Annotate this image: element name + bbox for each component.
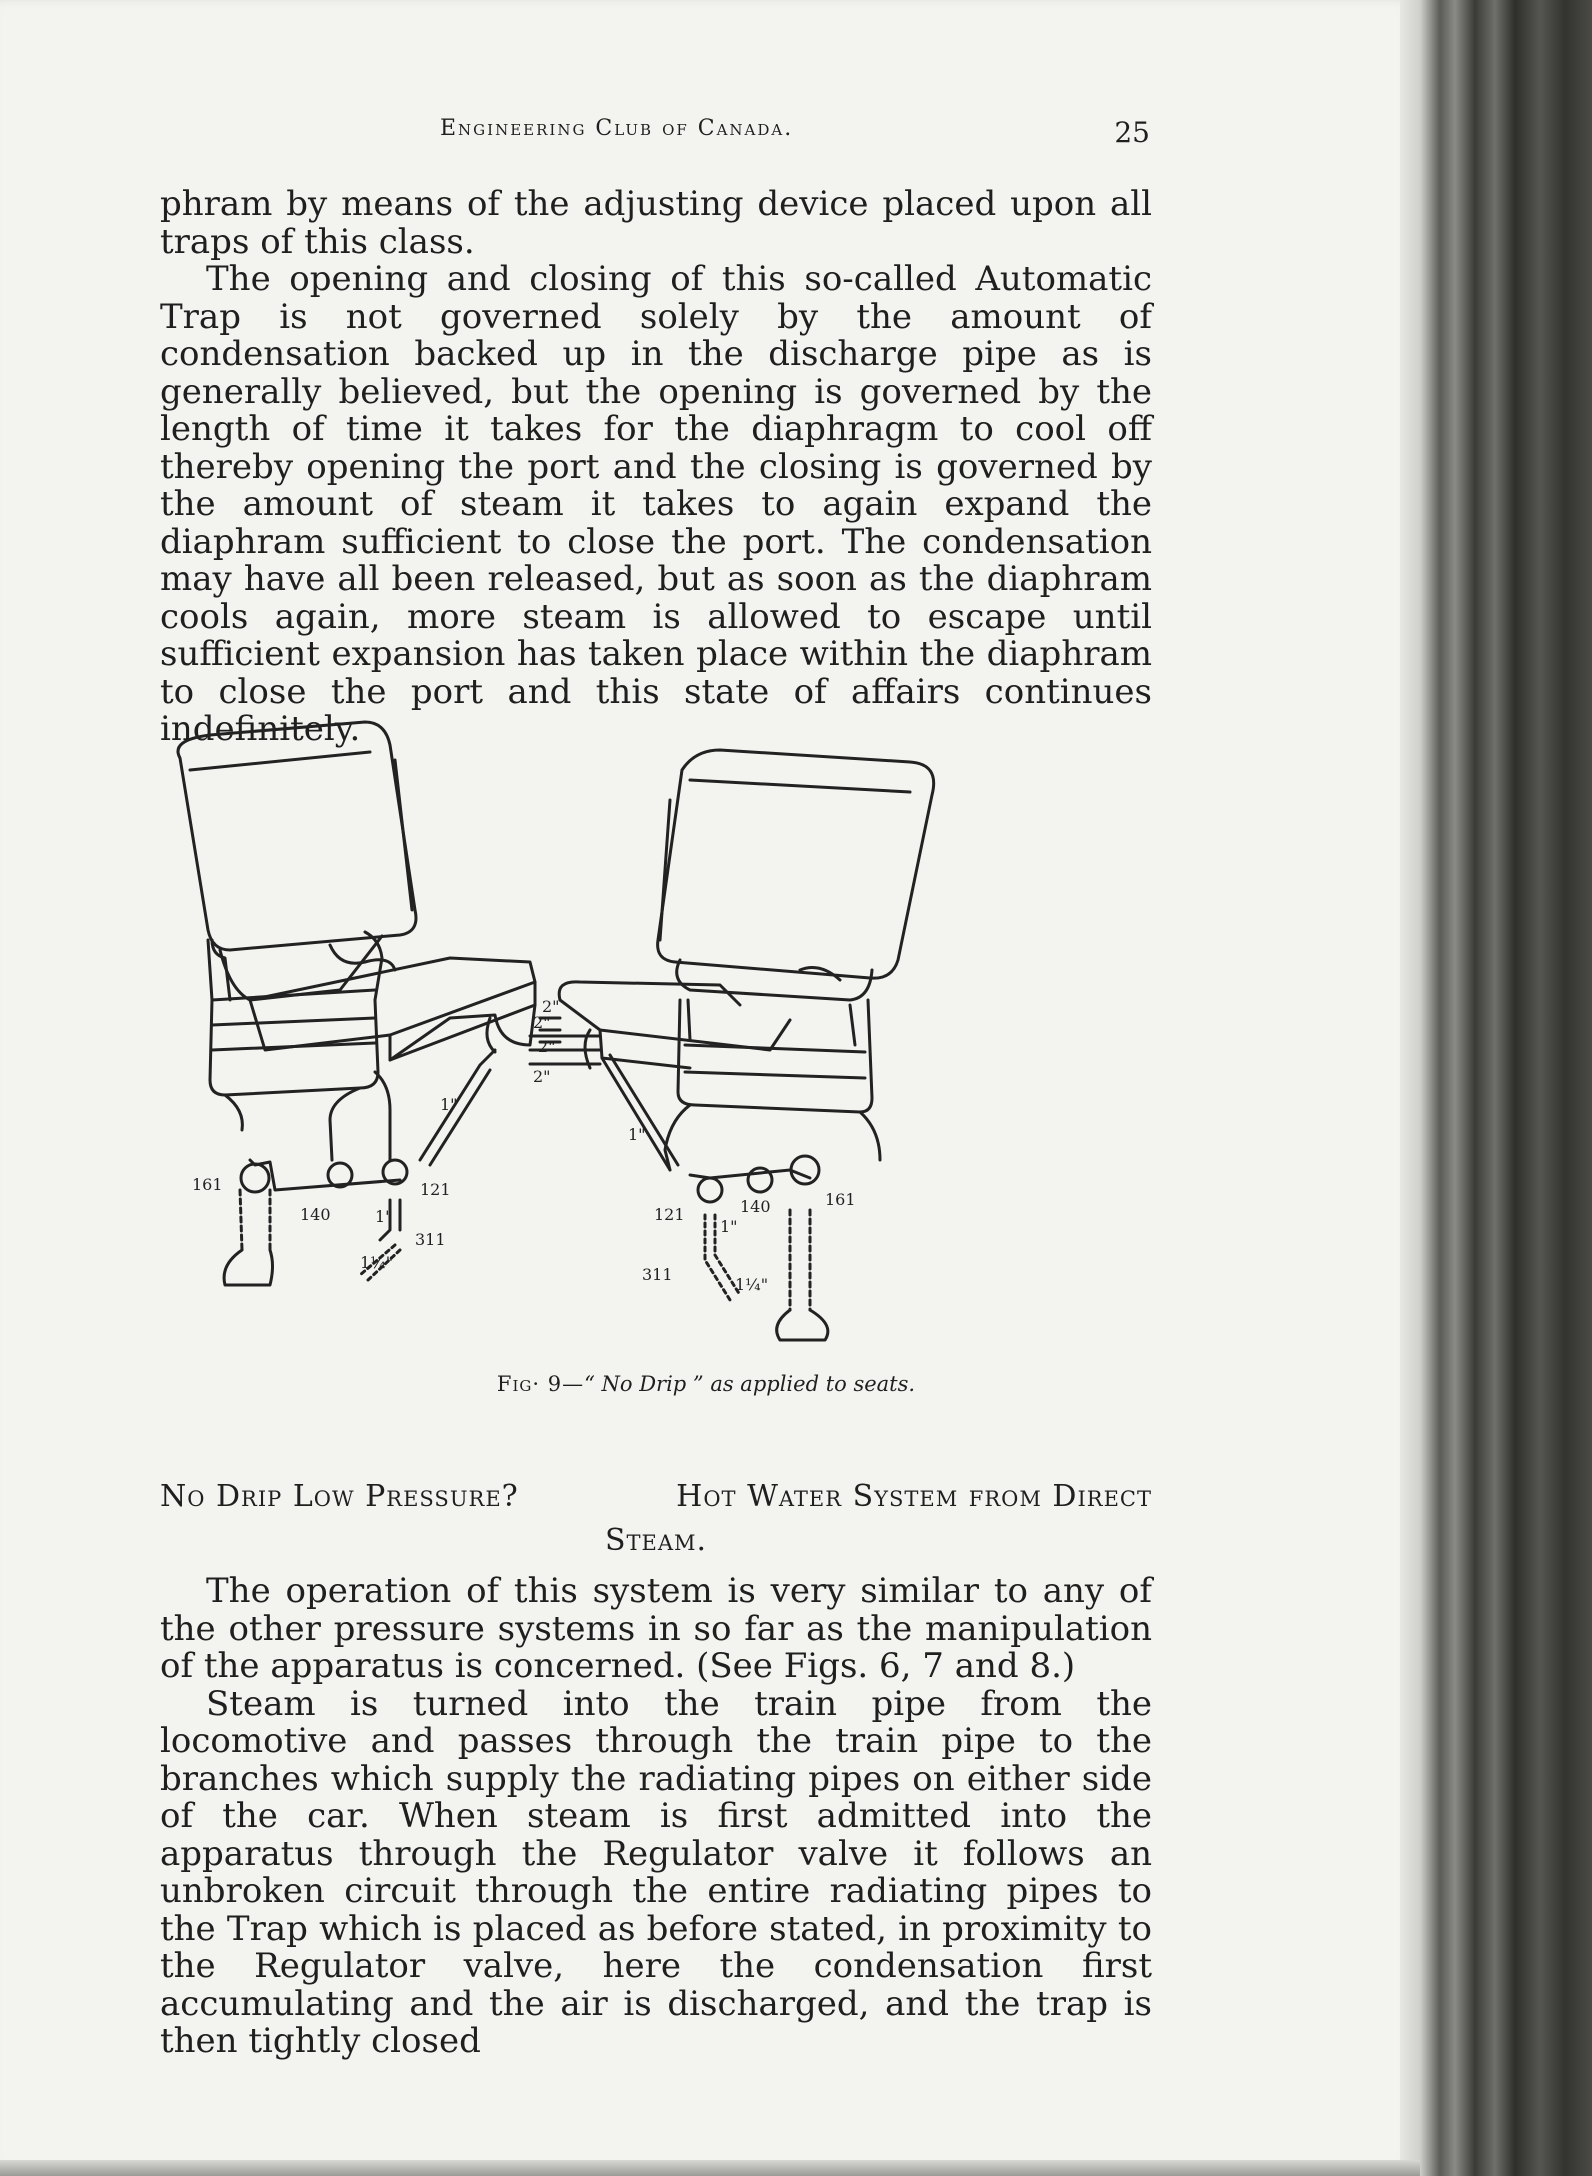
paragraph: The operation of this system is very similar to any of the other pressure systems in so far as the manipulation of the apparatus is concerned. (See Figs. 6, 7 and 8.) xyxy=(160,1571,1152,1686)
right-label-2in-a: 2" xyxy=(533,1013,551,1032)
figure-label: Fig· 9— xyxy=(496,1372,585,1396)
left-label-140: 140 xyxy=(300,1205,331,1224)
figure-caption xyxy=(0,1372,1412,1396)
right-label-1-quarter: 1¼" xyxy=(735,1275,769,1294)
right-label-1in-a: 1" xyxy=(628,1125,646,1144)
right-label-311: 311 xyxy=(642,1265,673,1284)
figure-seats-illustration xyxy=(150,700,1150,1360)
paragraph: phram by means of the adjusting device placed upon all traps of this class. xyxy=(160,184,1152,262)
seat-drawing xyxy=(150,700,1150,1360)
figure-caption-text: “ No Drip ” as applied to seats. xyxy=(584,1372,916,1396)
body-text-top xyxy=(160,186,1152,749)
right-label-161: 161 xyxy=(825,1190,856,1209)
left-label-311: 311 xyxy=(415,1230,446,1249)
section-heading xyxy=(160,1475,1152,1563)
running-head-title: Engineering Club of Canada. xyxy=(440,116,794,141)
left-seat-drawing xyxy=(178,722,560,1285)
paragraph: Steam is turned into the train pipe from the locomotive and passes through the train pipe to the branches which supply the radiating pipes on either side of the car. When steam is first admitted into the apparatus through the Regulator valve it follows an unbroken circuit through the entire radiating pipes to the Trap which is placed as before stated, in proximity to the Regulator valve, here the condensation first accumulating and the air is discharged, and the trap is then tightly closed xyxy=(160,1683,1152,2061)
right-label-121: 121 xyxy=(654,1205,685,1224)
left-label-2in-a: 2" xyxy=(542,997,560,1016)
page-number: 25 xyxy=(1114,116,1150,149)
right-label-2in-b: 2" xyxy=(533,1067,551,1086)
left-label-161: 161 xyxy=(192,1175,223,1194)
right-seat-drawing xyxy=(530,750,934,1340)
section-heading-part2: Hot Water System from Direct xyxy=(676,1479,1152,1514)
right-label-1in-b: 1" xyxy=(720,1217,738,1236)
right-label-140: 140 xyxy=(740,1197,771,1216)
page-bottom-edge xyxy=(0,2160,1420,2176)
book-binding-edge xyxy=(1400,0,1592,2176)
section-heading-part3: Steam. xyxy=(604,1523,708,1558)
left-label-2in-b: 2" xyxy=(538,1037,556,1056)
left-label-121: 121 xyxy=(420,1180,451,1199)
body-text-bottom xyxy=(160,1573,1152,2061)
left-label-1in-b: 1" xyxy=(375,1207,393,1226)
left-label-1-quarter: 1¼" xyxy=(360,1253,394,1272)
paragraph: The opening and closing of this so-called Automatic Trap is not governed solely by the amount of condensation backed up in the discharge pipe as is generally believed, but the opening is governed by the length of time it takes for the diaphragm to cool off thereby opening the port and the closing is governed by the amount of steam it takes to again expand the diaphram sufficient to close the port. The condensation may have all been released, but as soon as the diaphram cools again, more steam is allowed to escape until sufficient expansion has taken place within the diaphram to close the port and this state of affairs continues indefinitely. xyxy=(160,259,1152,749)
section-heading-part1: No Drip Low Pressure? xyxy=(160,1479,519,1514)
left-label-1in-a: 1" xyxy=(440,1095,458,1114)
